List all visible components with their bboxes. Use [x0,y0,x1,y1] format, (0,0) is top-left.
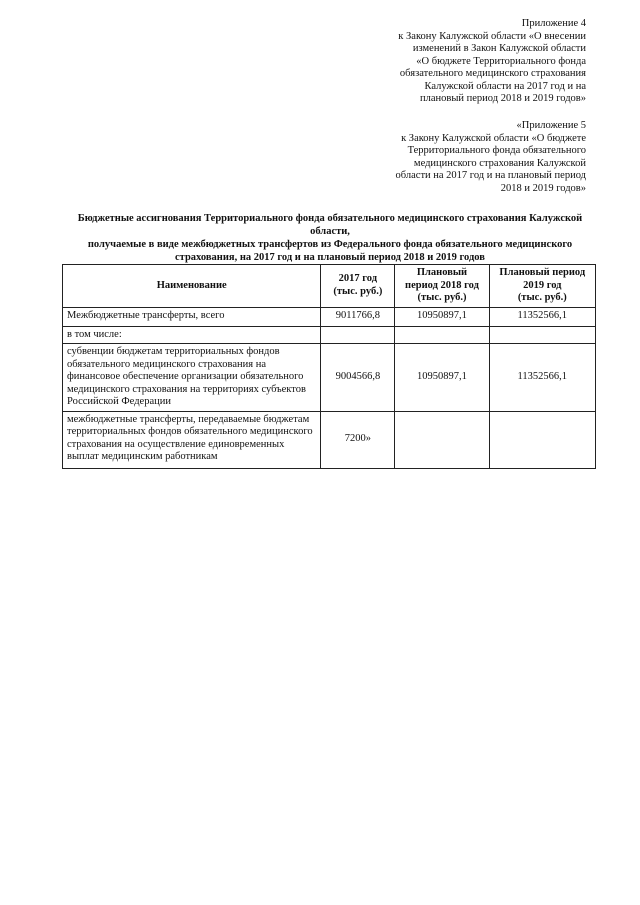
table-header-row [63,265,596,308]
row-subvention-2017: 9004566,8 [321,344,395,412]
header-name: Наименование [63,265,321,308]
table-row [63,344,596,412]
table-row [63,326,596,344]
document-title-line: Бюджетные ассигнования Территориального фонда обязательного медицинского страхования Калужской области, [77,213,583,237]
row-including-empty [489,326,595,344]
row-other-2018 [395,411,489,468]
appendix-5-line: Территориального фонда обязательного [407,145,586,156]
appendix-5-line: области на 2017 год и на плановый период [395,170,586,181]
header-2019-line: 2019 год [523,279,562,291]
appendix-4-line: обязательного медицинского страхования [399,68,586,79]
appendix-5-line: медицинского страхования Калужской [413,157,586,169]
document-title [60,212,600,264]
appendix-5-line: к Закону Калужской области «О бюджете [401,132,586,144]
appendix-4-header [346,18,586,106]
header-2018 [395,265,489,308]
header-2017-line: 2017 год [338,273,378,285]
row-total-2018: 10950897,1 [395,307,489,326]
budget-table [62,264,596,469]
appendix-5-heading: «Приложение 5 [516,120,586,131]
table-row [63,411,596,468]
row-subvention-2018: 10950897,1 [395,344,489,412]
header-2018-line: (тыс. руб.) [417,292,467,303]
row-including-label: в том числе: [63,326,321,344]
appendix-5-header [346,120,586,195]
row-total-2019: 11352566,1 [489,307,595,326]
header-2018-line: Плановый [416,267,468,278]
appendix-4-heading: Приложение 4 [521,18,586,29]
appendix-4-line: изменений в Закон Калужской области [412,43,586,54]
document-title-line: получаемые в виде межбюджетных трансфертов из Федерального фонда обязательного медицинского [87,239,573,250]
row-other-2019 [489,411,595,468]
header-2019 [489,265,595,308]
header-2019-line: Плановый период [499,267,586,278]
appendix-4-line: «О бюджете Территориального фонда [416,55,586,67]
row-subvention-name: субвенции бюджетам территориальных фондов обязательного медицинского страхования на финансовое обеспечение организации обязательного медицинского страхования на территориях субъектов Российской Федерации [63,344,321,412]
row-total-name: Межбюджетные трансферты, всего [63,307,321,326]
row-total-2017: 9011766,8 [321,307,395,326]
row-subvention-2019: 11352566,1 [489,344,595,412]
appendix-4-line: плановый период 2018 и 2019 годов» [420,93,586,104]
appendix-4-line: к Закону Калужской области «О внесении [398,30,586,42]
row-other-2017: 7200» [321,411,395,468]
header-2017-line: (тыс. руб.) [333,285,383,297]
row-including-empty [321,326,395,344]
header-2018-line: период 2018 год [405,279,479,291]
header-2017 [321,265,395,308]
row-other-name: межбюджетные трансферты, передаваемые бюджетам территориальных фондов обязательного медицинского страхования на осуществление единовременных выплат медицинским работникам [63,411,321,468]
document-title-line: страхования, на 2017 год и на плановый период 2018 и 2019 годов [175,252,485,263]
table-row [63,307,596,326]
appendix-5-line: 2018 и 2019 годов» [500,182,586,194]
row-including-empty [395,326,489,344]
appendix-4-line: Калужской области на 2017 год и на [424,80,586,92]
header-2019-line: (тыс. руб.) [517,292,567,303]
